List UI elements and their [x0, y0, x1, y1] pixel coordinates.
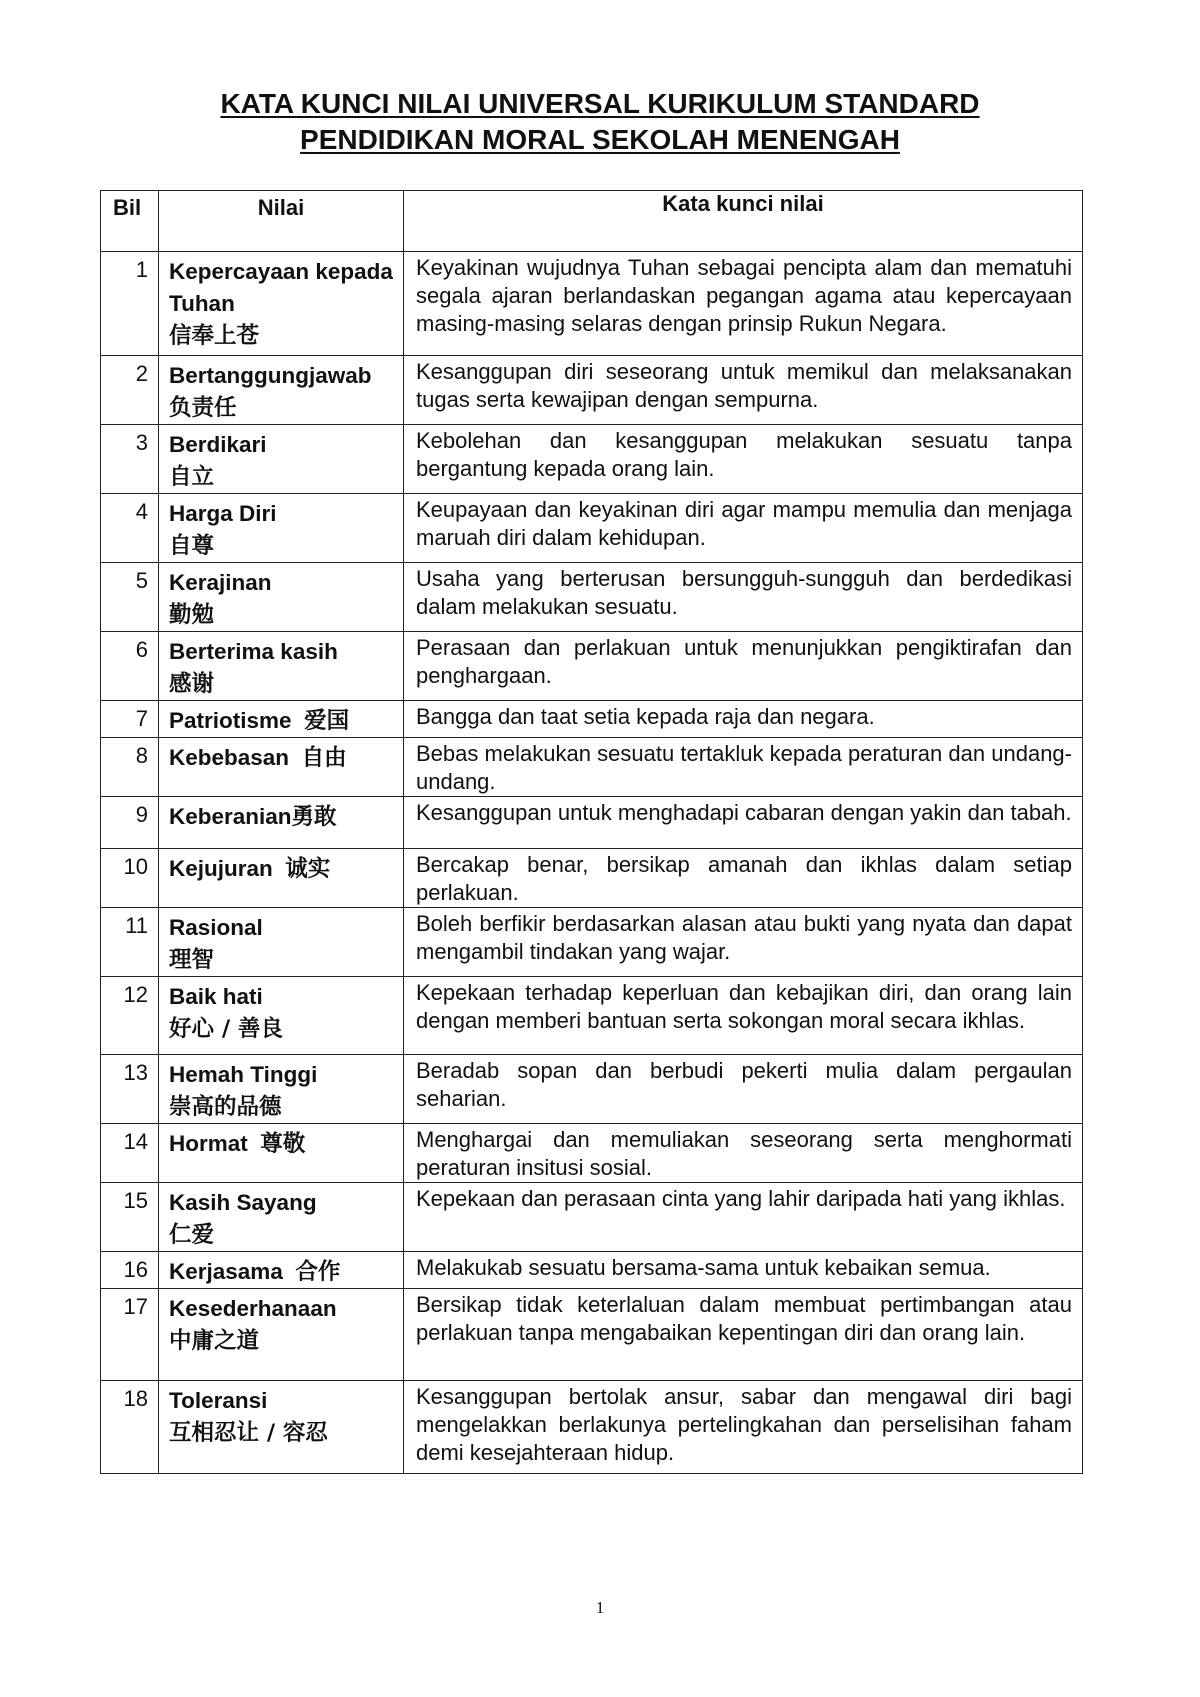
nilai-chinese: 勇敢 — [291, 804, 337, 830]
row-bil: 1 — [101, 252, 159, 356]
row-bil: 2 — [101, 356, 159, 425]
row-bil: 4 — [101, 494, 159, 563]
row-kata-kunci: Bersikap tidak keterlaluan dalam membuat pertimbangan atau perlakuan tanpa mengabaikan kepentingan diri dan orang lain. — [404, 1289, 1083, 1381]
row-kata-kunci: Usaha yang berterusan bersungguh-sungguh dan berdedikasi dalam melakukan sesuatu. — [404, 563, 1083, 632]
row-bil: 13 — [101, 1055, 159, 1124]
nilai-chinese: 理智 — [169, 947, 215, 973]
nilai-chinese: 负责任 — [169, 395, 237, 421]
nilai-chinese: 好心 / 善良 — [169, 1016, 283, 1042]
row-kata-kunci: Keupayaan dan keyakinan diri agar mampu memulia dan menjaga maruah diri dalam kehidupan. — [404, 494, 1083, 563]
row-nilai — [159, 252, 404, 356]
nilai-malay: Rasional — [169, 915, 263, 940]
row-nilai — [159, 356, 404, 425]
nilai-malay: Kejujuran — [169, 856, 273, 881]
row-kata-kunci: Kebolehan dan kesanggupan melakukan sesuatu tanpa bergantung kepada orang lain. — [404, 425, 1083, 494]
table-row — [101, 252, 1083, 356]
row-kata-kunci: Kepekaan dan perasaan cinta yang lahir daripada hati yang ikhlas. — [404, 1183, 1083, 1252]
row-kata-kunci: Kepekaan terhadap keperluan dan kebajikan diri, dan orang lain dengan memberi bantuan serta sokongan moral secara ikhlas. — [404, 977, 1083, 1055]
row-bil: 10 — [101, 849, 159, 908]
table-row — [101, 849, 1083, 908]
nilai-malay: Keberanian — [169, 804, 292, 829]
row-nilai — [159, 1183, 404, 1252]
nilai-malay: Berterima kasih — [169, 639, 338, 664]
row-nilai — [159, 1124, 404, 1183]
row-bil: 14 — [101, 1124, 159, 1183]
nilai-chinese: 爱国 — [304, 708, 350, 734]
nilai-malay: Hormat — [169, 1131, 248, 1156]
nilai-malay: Kasih Sayang — [169, 1190, 317, 1215]
row-bil: 8 — [101, 738, 159, 797]
row-kata-kunci: Menghargai dan memuliakan seseorang serta menghormati peraturan insitusi sosial. — [404, 1124, 1083, 1183]
row-kata-kunci: Boleh berfikir berdasarkan alasan atau bukti yang nyata dan dapat mengambil tindakan yang wajar. — [404, 908, 1083, 977]
nilai-chinese: 崇高的品德 — [169, 1094, 282, 1120]
row-bil: 6 — [101, 632, 159, 701]
row-bil: 18 — [101, 1381, 159, 1474]
row-nilai — [159, 1055, 404, 1124]
title-line-2: PENDIDIKAN MORAL SEKOLAH MENENGAH — [300, 124, 900, 155]
nilai-malay: Toleransi — [169, 1388, 268, 1413]
header-kata-kunci: Kata kunci nilai — [404, 191, 1083, 252]
table-body — [101, 252, 1083, 1474]
row-nilai — [159, 1252, 404, 1289]
row-nilai — [159, 908, 404, 977]
row-nilai — [159, 738, 404, 797]
table-row — [101, 1124, 1083, 1183]
nilai-malay: Hemah Tinggi — [169, 1062, 318, 1087]
row-bil: 11 — [101, 908, 159, 977]
table-row — [101, 797, 1083, 849]
table-row — [101, 425, 1083, 494]
row-nilai — [159, 1289, 404, 1381]
nilai-chinese: 诚实 — [285, 856, 331, 882]
row-bil: 3 — [101, 425, 159, 494]
table-row — [101, 908, 1083, 977]
table-row — [101, 1252, 1083, 1289]
nilai-malay: Baik hati — [169, 984, 263, 1009]
row-bil: 15 — [101, 1183, 159, 1252]
row-nilai — [159, 701, 404, 738]
nilai-chinese: 尊敬 — [260, 1131, 306, 1157]
table-row — [101, 563, 1083, 632]
nilai-chinese: 仁爱 — [169, 1222, 215, 1248]
nilai-chinese: 互相忍让 / 容忍 — [169, 1420, 328, 1446]
nilai-chinese: 中庸之道 — [169, 1328, 260, 1354]
nilai-chinese: 自由 — [301, 745, 347, 771]
row-kata-kunci: Beradab sopan dan berbudi pekerti mulia dalam pergaulan seharian. — [404, 1055, 1083, 1124]
row-nilai — [159, 849, 404, 908]
nilai-malay: Patriotisme — [169, 708, 292, 733]
row-nilai — [159, 797, 404, 849]
nilai-malay: Kerajinan — [169, 570, 272, 595]
header-bil: Bil — [101, 191, 159, 252]
table-row — [101, 1055, 1083, 1124]
row-nilai — [159, 632, 404, 701]
row-kata-kunci: Kesanggupan untuk menghadapi cabaran dengan yakin dan tabah. — [404, 797, 1083, 849]
table-row — [101, 1183, 1083, 1252]
table-row — [101, 1289, 1083, 1381]
table-row — [101, 494, 1083, 563]
nilai-chinese: 自立 — [169, 464, 215, 490]
page-number: 1 — [595, 1598, 605, 1617]
row-kata-kunci: Keyakinan wujudnya Tuhan sebagai pencipta alam dan mematuhi segala ajaran berlandaskan pegangan agama atau kepercayaan masing-masing selaras dengan prinsip Rukun Negara. — [404, 252, 1083, 356]
row-bil: 9 — [101, 797, 159, 849]
table-row — [101, 738, 1083, 797]
row-kata-kunci: Perasaan dan perlakuan untuk menunjukkan pengiktirafan dan penghargaan. — [404, 632, 1083, 701]
row-bil: 12 — [101, 977, 159, 1055]
nilai-chinese: 勤勉 — [169, 602, 215, 628]
row-bil: 5 — [101, 563, 159, 632]
nilai-malay: Kebebasan — [169, 745, 290, 770]
table-row — [101, 356, 1083, 425]
row-nilai — [159, 563, 404, 632]
nilai-malay: Bertanggungjawab — [169, 363, 372, 388]
table-header-row — [101, 191, 1083, 252]
nilai-malay: Kerjasama — [169, 1259, 283, 1284]
nilai-malay: Kesederhanaan — [169, 1296, 337, 1321]
nilai-chinese: 合作 — [295, 1259, 341, 1285]
values-table — [100, 190, 1083, 1474]
table-row — [101, 1381, 1083, 1474]
row-nilai — [159, 977, 404, 1055]
row-nilai — [159, 425, 404, 494]
row-nilai — [159, 494, 404, 563]
title-line-1: KATA KUNCI NILAI UNIVERSAL KURIKULUM STANDARD — [220, 88, 980, 119]
nilai-malay: Berdikari — [169, 432, 267, 457]
table-row — [101, 632, 1083, 701]
row-kata-kunci: Kesanggupan bertolak ansur, sabar dan mengawal diri bagi mengelakkan berlakunya pertelingkahan dan perselisihan faham demi kesejahteraan hidup. — [404, 1381, 1083, 1474]
nilai-chinese: 自尊 — [169, 533, 215, 559]
row-bil: 16 — [101, 1252, 159, 1289]
row-kata-kunci: Bangga dan taat setia kepada raja dan negara. — [404, 701, 1083, 738]
row-kata-kunci: Bebas melakukan sesuatu tertakluk kepada peraturan dan undang-undang. — [404, 738, 1083, 797]
header-nilai: Nilai — [159, 191, 404, 252]
row-kata-kunci: Kesanggupan diri seseorang untuk memikul dan melaksanakan tugas serta kewajipan dengan sempurna. — [404, 356, 1083, 425]
row-kata-kunci: Bercakap benar, bersikap amanah dan ikhlas dalam setiap perlakuan. — [404, 849, 1083, 908]
row-bil: 17 — [101, 1289, 159, 1381]
nilai-chinese: 感谢 — [169, 671, 215, 697]
document-title — [100, 86, 1100, 158]
row-bil: 7 — [101, 701, 159, 738]
row-nilai — [159, 1381, 404, 1474]
nilai-malay: Kepercayaan kepada Tuhan — [169, 259, 393, 316]
row-kata-kunci: Melakukab sesuatu bersama-sama untuk kebaikan semua. — [404, 1252, 1083, 1289]
nilai-chinese: 信奉上苍 — [169, 323, 260, 349]
table-row — [101, 977, 1083, 1055]
nilai-malay: Harga Diri — [169, 501, 277, 526]
table-row — [101, 701, 1083, 738]
